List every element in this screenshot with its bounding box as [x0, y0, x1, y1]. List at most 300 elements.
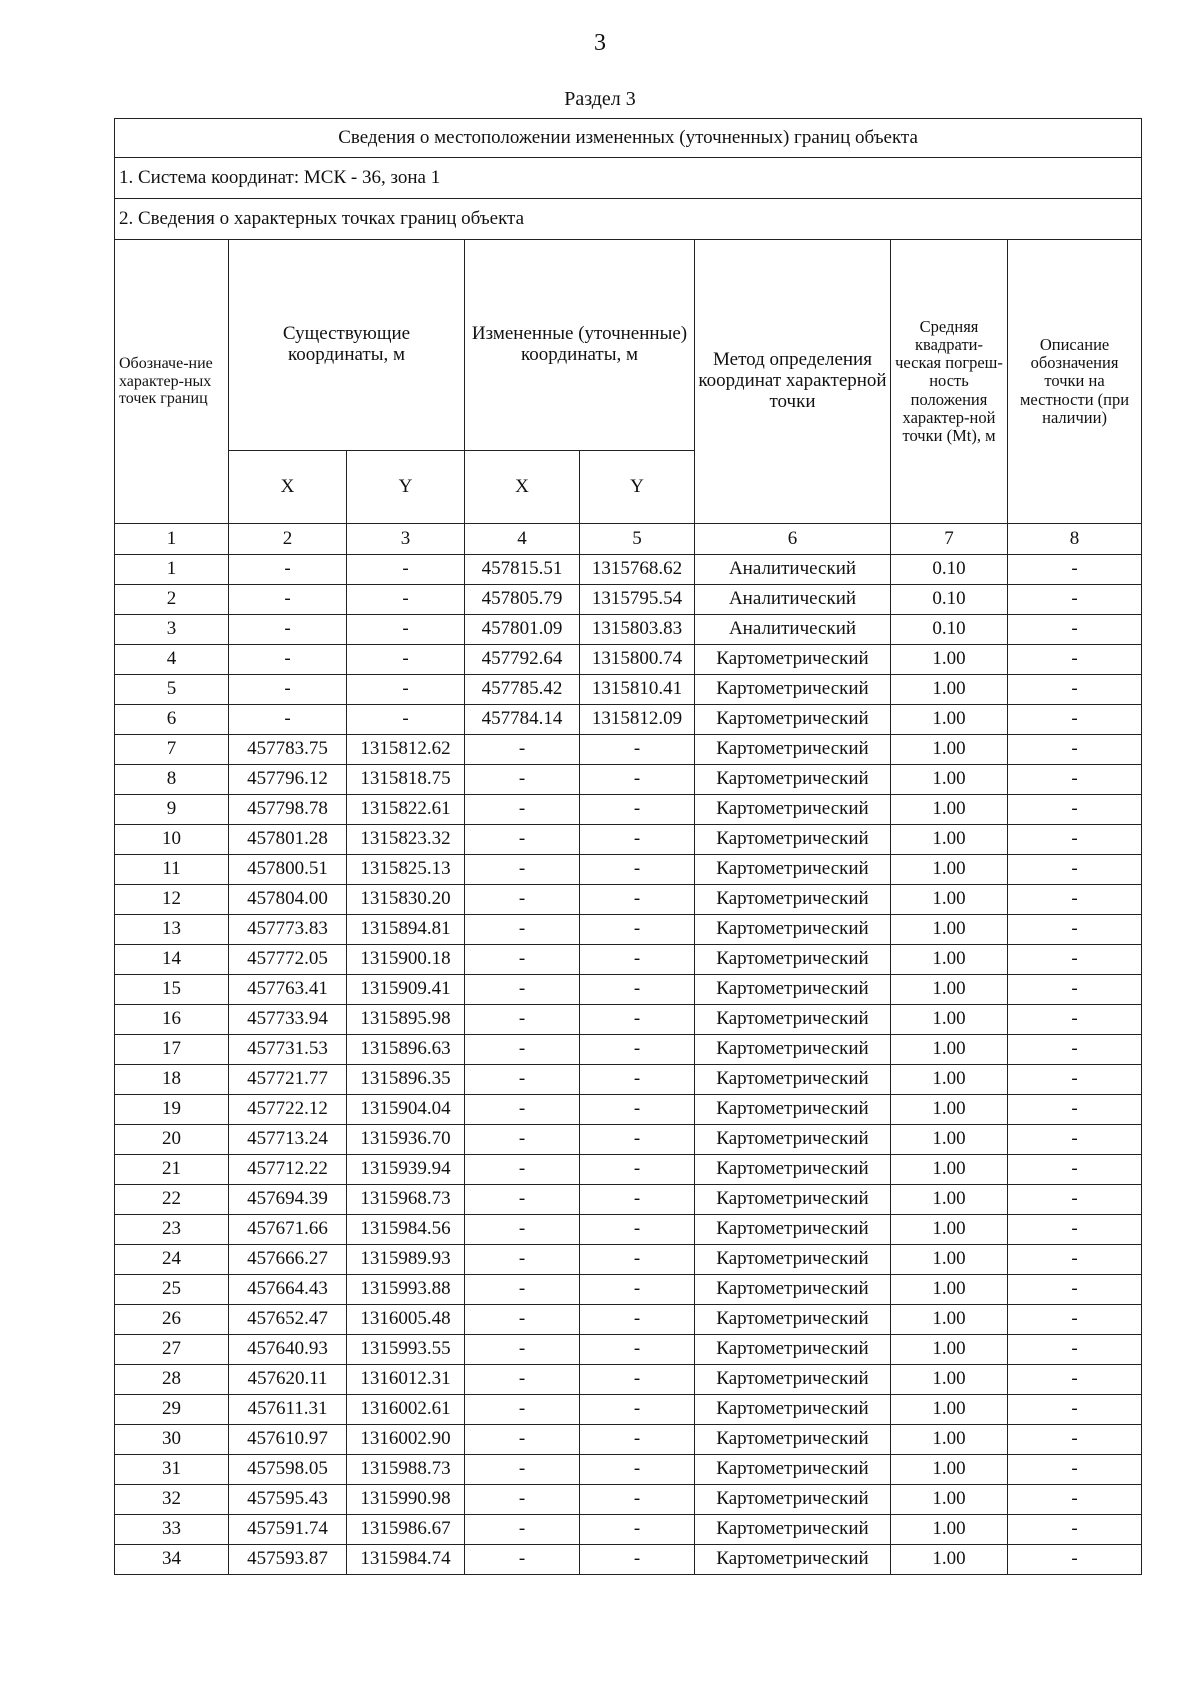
table-row: [115, 1485, 1142, 1515]
column-number: 4: [465, 524, 580, 555]
table-row: [115, 735, 1142, 765]
changed-x-cell: 457792.64: [465, 645, 580, 675]
description-cell: -: [1008, 1125, 1142, 1155]
existing-x-cell: 457666.27: [229, 1245, 347, 1275]
changed-x-cell: -: [465, 945, 580, 975]
changed-x-cell: -: [465, 1425, 580, 1455]
column-number: 8: [1008, 524, 1142, 555]
existing-y-cell: 1316005.48: [347, 1305, 465, 1335]
existing-x-cell: 457640.93: [229, 1335, 347, 1365]
changed-y-cell: -: [580, 1545, 695, 1575]
column-number: 3: [347, 524, 465, 555]
existing-x-cell: 457671.66: [229, 1215, 347, 1245]
description-cell: -: [1008, 1425, 1142, 1455]
description-cell: -: [1008, 585, 1142, 615]
existing-x-cell: -: [229, 585, 347, 615]
description-cell: -: [1008, 765, 1142, 795]
existing-y-cell: -: [347, 705, 465, 735]
header-description: Описание обозначения точки на местности (при наличии): [1008, 240, 1142, 524]
point-number-cell: 26: [115, 1305, 229, 1335]
existing-x-cell: 457763.41: [229, 975, 347, 1005]
description-cell: -: [1008, 945, 1142, 975]
description-cell: -: [1008, 1275, 1142, 1305]
existing-x-cell: 457610.97: [229, 1425, 347, 1455]
existing-x-cell: 457611.31: [229, 1395, 347, 1425]
point-number-cell: 28: [115, 1365, 229, 1395]
method-cell: Картометрический: [695, 675, 891, 705]
existing-y-cell: -: [347, 675, 465, 705]
existing-x-cell: -: [229, 615, 347, 645]
table-row: [115, 1095, 1142, 1125]
mt-cell: 1.00: [891, 1215, 1008, 1245]
table-row: [115, 915, 1142, 945]
table-row: [115, 1035, 1142, 1065]
mt-cell: 1.00: [891, 1095, 1008, 1125]
table-row: [115, 615, 1142, 645]
existing-y-cell: -: [347, 615, 465, 645]
header-designation: Обозначе-ние характер-ных точек границ: [115, 240, 229, 524]
section-label: Раздел 3: [564, 88, 636, 110]
method-cell: Картометрический: [695, 1335, 891, 1365]
changed-x-cell: 457815.51: [465, 555, 580, 585]
changed-y-cell: -: [580, 1065, 695, 1095]
changed-y-cell: -: [580, 885, 695, 915]
changed-x-cell: -: [465, 1455, 580, 1485]
mt-cell: 1.00: [891, 1185, 1008, 1215]
existing-y-cell: -: [347, 555, 465, 585]
existing-y-cell: 1316002.90: [347, 1425, 465, 1455]
existing-x-cell: 457664.43: [229, 1275, 347, 1305]
mt-cell: 1.00: [891, 1245, 1008, 1275]
changed-y-cell: 1315803.83: [580, 615, 695, 645]
table-row: [115, 885, 1142, 915]
mt-cell: 1.00: [891, 1515, 1008, 1545]
changed-y-cell: -: [580, 1005, 695, 1035]
existing-x-cell: 457772.05: [229, 945, 347, 975]
method-cell: Картометрический: [695, 915, 891, 945]
existing-x-cell: 457800.51: [229, 855, 347, 885]
changed-y-cell: -: [580, 1155, 695, 1185]
mt-cell: 1.00: [891, 795, 1008, 825]
existing-y-cell: 1315896.35: [347, 1065, 465, 1095]
description-cell: -: [1008, 885, 1142, 915]
description-cell: -: [1008, 1065, 1142, 1095]
existing-y-cell: 1315812.62: [347, 735, 465, 765]
method-cell: Картометрический: [695, 825, 891, 855]
method-cell: Картометрический: [695, 1185, 891, 1215]
point-number-cell: 21: [115, 1155, 229, 1185]
method-cell: Картометрический: [695, 945, 891, 975]
mt-cell: 1.00: [891, 1125, 1008, 1155]
method-cell: Картометрический: [695, 1365, 891, 1395]
point-number-cell: 23: [115, 1215, 229, 1245]
mt-cell: 1.00: [891, 1155, 1008, 1185]
existing-y-cell: 1315989.93: [347, 1245, 465, 1275]
existing-y-cell: 1315909.41: [347, 975, 465, 1005]
existing-x-cell: -: [229, 705, 347, 735]
description-cell: -: [1008, 1305, 1142, 1335]
point-number-cell: 19: [115, 1095, 229, 1125]
page-number: 3: [594, 30, 606, 56]
point-number-cell: 15: [115, 975, 229, 1005]
mt-cell: 1.00: [891, 645, 1008, 675]
existing-y-cell: -: [347, 645, 465, 675]
existing-x-cell: -: [229, 675, 347, 705]
description-cell: -: [1008, 1485, 1142, 1515]
method-cell: Картометрический: [695, 1395, 891, 1425]
point-number-cell: 16: [115, 1005, 229, 1035]
table-row: [115, 1545, 1142, 1575]
boundary-points-table: [114, 118, 1142, 1575]
changed-y-cell: -: [580, 1275, 695, 1305]
changed-x-cell: -: [465, 825, 580, 855]
existing-y-cell: 1315993.55: [347, 1335, 465, 1365]
method-cell: Картометрический: [695, 1155, 891, 1185]
point-number-cell: 8: [115, 765, 229, 795]
method-cell: Картометрический: [695, 1485, 891, 1515]
description-cell: -: [1008, 615, 1142, 645]
existing-x-cell: 457591.74: [229, 1515, 347, 1545]
description-cell: -: [1008, 1095, 1142, 1125]
existing-x-cell: 457595.43: [229, 1485, 347, 1515]
point-number-cell: 31: [115, 1455, 229, 1485]
column-number: 7: [891, 524, 1008, 555]
description-cell: -: [1008, 1035, 1142, 1065]
changed-y-cell: -: [580, 855, 695, 885]
point-number-cell: 18: [115, 1065, 229, 1095]
existing-x-cell: -: [229, 645, 347, 675]
existing-x-cell: 457713.24: [229, 1125, 347, 1155]
changed-y-cell: -: [580, 1185, 695, 1215]
changed-x-cell: -: [465, 1035, 580, 1065]
description-cell: -: [1008, 735, 1142, 765]
method-cell: Картометрический: [695, 1245, 891, 1275]
existing-y-cell: 1315984.56: [347, 1215, 465, 1245]
changed-x-cell: -: [465, 1005, 580, 1035]
description-cell: -: [1008, 795, 1142, 825]
existing-y-cell: 1315825.13: [347, 855, 465, 885]
mt-cell: 1.00: [891, 975, 1008, 1005]
changed-y-cell: -: [580, 765, 695, 795]
point-number-cell: 24: [115, 1245, 229, 1275]
existing-y-cell: -: [347, 585, 465, 615]
description-cell: -: [1008, 1245, 1142, 1275]
mt-cell: 1.00: [891, 1065, 1008, 1095]
table-row: [115, 825, 1142, 855]
description-cell: -: [1008, 705, 1142, 735]
changed-y-cell: -: [580, 1305, 695, 1335]
changed-x-cell: -: [465, 1485, 580, 1515]
changed-y-cell: 1315812.09: [580, 705, 695, 735]
changed-y-cell: 1315810.41: [580, 675, 695, 705]
existing-x-cell: -: [229, 555, 347, 585]
existing-x-cell: 457598.05: [229, 1455, 347, 1485]
points-caption: 2. Сведения о характерных точках границ объекта: [115, 199, 1142, 240]
existing-y-cell: 1315939.94: [347, 1155, 465, 1185]
header-changed-x: X: [465, 451, 580, 524]
changed-x-cell: -: [465, 1275, 580, 1305]
existing-x-cell: 457694.39: [229, 1185, 347, 1215]
existing-x-cell: 457721.77: [229, 1065, 347, 1095]
header-changed-y: Y: [580, 451, 695, 524]
table-row: [115, 1305, 1142, 1335]
method-cell: Картометрический: [695, 705, 891, 735]
point-number-cell: 13: [115, 915, 229, 945]
changed-y-cell: -: [580, 975, 695, 1005]
point-number-cell: 5: [115, 675, 229, 705]
mt-cell: 1.00: [891, 765, 1008, 795]
existing-y-cell: 1315904.04: [347, 1095, 465, 1125]
mt-cell: 1.00: [891, 1365, 1008, 1395]
changed-x-cell: -: [465, 735, 580, 765]
table-row: [115, 975, 1142, 1005]
changed-x-cell: -: [465, 765, 580, 795]
method-cell: Картометрический: [695, 1455, 891, 1485]
column-number: 1: [115, 524, 229, 555]
description-cell: -: [1008, 1185, 1142, 1215]
method-cell: Картометрический: [695, 1065, 891, 1095]
changed-y-cell: -: [580, 825, 695, 855]
point-number-cell: 2: [115, 585, 229, 615]
changed-y-cell: -: [580, 1095, 695, 1125]
point-number-cell: 25: [115, 1275, 229, 1305]
existing-y-cell: 1315984.74: [347, 1545, 465, 1575]
changed-y-cell: -: [580, 945, 695, 975]
changed-x-cell: -: [465, 1365, 580, 1395]
mt-cell: 1.00: [891, 1335, 1008, 1365]
existing-y-cell: 1315968.73: [347, 1185, 465, 1215]
changed-y-cell: -: [580, 1395, 695, 1425]
changed-x-cell: -: [465, 1065, 580, 1095]
existing-y-cell: 1315993.88: [347, 1275, 465, 1305]
existing-x-cell: 457712.22: [229, 1155, 347, 1185]
existing-x-cell: 457804.00: [229, 885, 347, 915]
header-existing-y: Y: [347, 451, 465, 524]
existing-y-cell: 1315990.98: [347, 1485, 465, 1515]
changed-x-cell: -: [465, 1155, 580, 1185]
method-cell: Картометрический: [695, 975, 891, 1005]
description-cell: -: [1008, 1335, 1142, 1365]
method-cell: Картометрический: [695, 795, 891, 825]
changed-x-cell: -: [465, 1335, 580, 1365]
table-row: [115, 645, 1142, 675]
changed-x-cell: -: [465, 1095, 580, 1125]
existing-x-cell: 457783.75: [229, 735, 347, 765]
point-number-cell: 17: [115, 1035, 229, 1065]
table-row: [115, 1155, 1142, 1185]
point-number-cell: 22: [115, 1185, 229, 1215]
existing-y-cell: 1315830.20: [347, 885, 465, 915]
table-row: [115, 1515, 1142, 1545]
mt-cell: 1.00: [891, 1035, 1008, 1065]
description-cell: -: [1008, 1365, 1142, 1395]
point-number-cell: 7: [115, 735, 229, 765]
changed-y-cell: 1315768.62: [580, 555, 695, 585]
existing-y-cell: 1315822.61: [347, 795, 465, 825]
table-row: [115, 1335, 1142, 1365]
table-row: [115, 555, 1142, 585]
method-cell: Картометрический: [695, 1125, 891, 1155]
point-number-cell: 33: [115, 1515, 229, 1545]
changed-x-cell: 457805.79: [465, 585, 580, 615]
table-row: [115, 1365, 1142, 1395]
changed-x-cell: -: [465, 885, 580, 915]
point-number-cell: 12: [115, 885, 229, 915]
header-changed-coords: Измененные (уточненные) координаты, м: [465, 240, 695, 451]
description-cell: -: [1008, 555, 1142, 585]
point-number-cell: 32: [115, 1485, 229, 1515]
changed-y-cell: -: [580, 1515, 695, 1545]
point-number-cell: 30: [115, 1425, 229, 1455]
existing-x-cell: 457652.47: [229, 1305, 347, 1335]
header-existing-coords: Существующие координаты, м: [229, 240, 465, 451]
changed-y-cell: -: [580, 915, 695, 945]
description-cell: -: [1008, 825, 1142, 855]
mt-cell: 1.00: [891, 885, 1008, 915]
existing-y-cell: 1315896.63: [347, 1035, 465, 1065]
point-number-cell: 1: [115, 555, 229, 585]
description-cell: -: [1008, 1455, 1142, 1485]
changed-y-cell: -: [580, 735, 695, 765]
table-row: [115, 765, 1142, 795]
existing-y-cell: 1315986.67: [347, 1515, 465, 1545]
mt-cell: 1.00: [891, 675, 1008, 705]
mt-cell: 1.00: [891, 855, 1008, 885]
column-number: 2: [229, 524, 347, 555]
mt-cell: 1.00: [891, 1305, 1008, 1335]
header-mt: Средняя квадрати-ческая погреш-ность положения характер-ной точки (Mt), м: [891, 240, 1008, 524]
method-cell: Аналитический: [695, 585, 891, 615]
point-number-cell: 20: [115, 1125, 229, 1155]
coord-system-info: 1. Система координат: МСК - 36, зона 1: [115, 158, 1142, 199]
table-row: [115, 705, 1142, 735]
changed-y-cell: -: [580, 1035, 695, 1065]
mt-cell: 0.10: [891, 615, 1008, 645]
point-number-cell: 11: [115, 855, 229, 885]
changed-y-cell: -: [580, 1425, 695, 1455]
table-row: [115, 1245, 1142, 1275]
changed-x-cell: 457801.09: [465, 615, 580, 645]
point-number-cell: 9: [115, 795, 229, 825]
point-number-cell: 4: [115, 645, 229, 675]
changed-x-cell: -: [465, 975, 580, 1005]
existing-x-cell: 457796.12: [229, 765, 347, 795]
table-row: [115, 1275, 1142, 1305]
table-row: [115, 1005, 1142, 1035]
table-row: [115, 1395, 1142, 1425]
table-row: [115, 1425, 1142, 1455]
changed-x-cell: -: [465, 1515, 580, 1545]
point-number-cell: 10: [115, 825, 229, 855]
point-number-cell: 27: [115, 1335, 229, 1365]
changed-y-cell: -: [580, 1485, 695, 1515]
changed-x-cell: -: [465, 795, 580, 825]
table-row: [115, 795, 1142, 825]
changed-y-cell: -: [580, 1335, 695, 1365]
description-cell: -: [1008, 1395, 1142, 1425]
changed-x-cell: -: [465, 1305, 580, 1335]
description-cell: -: [1008, 1515, 1142, 1545]
method-cell: Картометрический: [695, 1425, 891, 1455]
mt-cell: 1.00: [891, 705, 1008, 735]
description-cell: -: [1008, 915, 1142, 945]
existing-y-cell: 1315818.75: [347, 765, 465, 795]
table-row: [115, 675, 1142, 705]
changed-x-cell: -: [465, 855, 580, 885]
changed-x-cell: -: [465, 1245, 580, 1275]
description-cell: -: [1008, 1215, 1142, 1245]
changed-y-cell: 1315800.74: [580, 645, 695, 675]
description-cell: -: [1008, 1155, 1142, 1185]
existing-x-cell: 457798.78: [229, 795, 347, 825]
table-title: Сведения о местоположении измененных (уточненных) границ объекта: [115, 119, 1142, 158]
point-number-cell: 6: [115, 705, 229, 735]
table-row: [115, 1455, 1142, 1485]
changed-x-cell: 457784.14: [465, 705, 580, 735]
changed-x-cell: -: [465, 1215, 580, 1245]
existing-x-cell: 457801.28: [229, 825, 347, 855]
changed-y-cell: -: [580, 1365, 695, 1395]
mt-cell: 1.00: [891, 825, 1008, 855]
existing-x-cell: 457593.87: [229, 1545, 347, 1575]
description-cell: -: [1008, 1005, 1142, 1035]
table-row: [115, 945, 1142, 975]
table-row: [115, 585, 1142, 615]
method-cell: Картометрический: [695, 735, 891, 765]
method-cell: Картометрический: [695, 855, 891, 885]
changed-x-cell: -: [465, 1125, 580, 1155]
existing-x-cell: 457773.83: [229, 915, 347, 945]
existing-y-cell: 1316012.31: [347, 1365, 465, 1395]
changed-y-cell: -: [580, 1215, 695, 1245]
header-existing-x: X: [229, 451, 347, 524]
mt-cell: 1.00: [891, 735, 1008, 765]
existing-y-cell: 1315894.81: [347, 915, 465, 945]
method-cell: Картометрический: [695, 765, 891, 795]
table-row: [115, 1185, 1142, 1215]
existing-y-cell: 1315823.32: [347, 825, 465, 855]
mt-cell: 1.00: [891, 945, 1008, 975]
mt-cell: 1.00: [891, 1455, 1008, 1485]
mt-cell: 1.00: [891, 1545, 1008, 1575]
existing-y-cell: 1316002.61: [347, 1395, 465, 1425]
mt-cell: 1.00: [891, 1425, 1008, 1455]
method-cell: Картометрический: [695, 645, 891, 675]
method-cell: Картометрический: [695, 1545, 891, 1575]
mt-cell: 1.00: [891, 1485, 1008, 1515]
mt-cell: 0.10: [891, 585, 1008, 615]
mt-cell: 1.00: [891, 915, 1008, 945]
point-number-cell: 3: [115, 615, 229, 645]
method-cell: Аналитический: [695, 555, 891, 585]
description-cell: -: [1008, 675, 1142, 705]
existing-y-cell: 1315900.18: [347, 945, 465, 975]
method-cell: Картометрический: [695, 1035, 891, 1065]
existing-x-cell: 457733.94: [229, 1005, 347, 1035]
existing-y-cell: 1315895.98: [347, 1005, 465, 1035]
changed-x-cell: -: [465, 1185, 580, 1215]
existing-x-cell: 457722.12: [229, 1095, 347, 1125]
changed-x-cell: 457785.42: [465, 675, 580, 705]
method-cell: Картометрический: [695, 1305, 891, 1335]
table-row: [115, 1065, 1142, 1095]
table-row: [115, 855, 1142, 885]
column-number: 6: [695, 524, 891, 555]
existing-y-cell: 1315988.73: [347, 1455, 465, 1485]
table-row: [115, 1215, 1142, 1245]
existing-y-cell: 1315936.70: [347, 1125, 465, 1155]
method-cell: Картометрический: [695, 1215, 891, 1245]
